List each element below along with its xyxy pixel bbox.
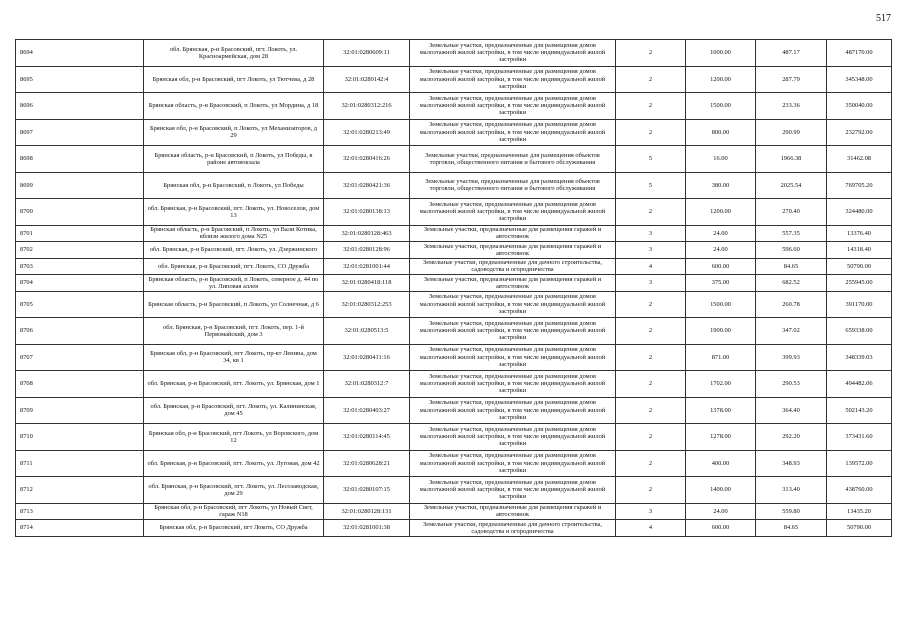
row-address: Брянская обл, р-н Брасовский, п Локоть, ул Механизаторов, д 29 xyxy=(144,119,324,146)
row-area: 24.00 xyxy=(686,225,756,242)
row-cadastral-value: 50790.00 xyxy=(827,520,892,537)
table-row xyxy=(16,344,892,371)
row-address: Брянская область, р-н Брасовский, п Локоть, ул Солнечная, д 6 xyxy=(144,291,324,318)
row-area: 600.00 xyxy=(686,520,756,537)
row-area: 1378.00 xyxy=(686,397,756,424)
table-row xyxy=(16,397,892,424)
row-land-use: Земельные участки, предназначенные для размещения домов малоэтажной жилой застройки, в том числе индивидуальной жилой застройки xyxy=(410,199,616,226)
row-land-use: Земельные участки, предназначенные для размещения домов малоэтажной жилой застройки, в том числе индивидуальной жилой застройки xyxy=(410,93,616,120)
row-group: 2 xyxy=(616,66,686,93)
row-address: Брянская обл, р-н Брасовский, пгт Локоть, СО Дружба xyxy=(144,520,324,537)
row-specific-value: 487.17 xyxy=(756,40,827,67)
table-row xyxy=(16,450,892,477)
row-specific-value: 348.93 xyxy=(756,450,827,477)
row-cadastral-value: 348339.03 xyxy=(827,344,892,371)
row-area: 871.00 xyxy=(686,344,756,371)
row-area: 600.00 xyxy=(686,258,756,275)
row-number: 8700 xyxy=(16,199,144,226)
row-land-use: Земельные участки, предназначенные для размещения домов малоэтажной жилой застройки, в том числе индивидуальной жилой застройки xyxy=(410,424,616,451)
row-land-use: Земельные участки, предназначенные для размещения домов малоэтажной жилой застройки, в том числе индивидуальной жилой застройки xyxy=(410,477,616,504)
row-cadastral-number: 32:01:0280418:118 xyxy=(324,275,410,292)
row-address: обл. Брянская, р-н Брасовский, пгт. Локоть, ул. Лесозаводская, дом 29 xyxy=(144,477,324,504)
row-cadastral-value: 373431.60 xyxy=(827,424,892,451)
row-cadastral-number: 32:01:0280312:253 xyxy=(324,291,410,318)
row-area: 1702.00 xyxy=(686,371,756,398)
row-land-use: Земельные участки, предназначенные для размещения объектов торговли, общественного питания и бытового обслуживания xyxy=(410,172,616,199)
row-area: 380.00 xyxy=(686,172,756,199)
row-area: 16.00 xyxy=(686,146,756,173)
row-area: 400.00 xyxy=(686,450,756,477)
row-address: обл. Брянская, р-н Брасовский, пгт. Локоть, пер. 1-й Первомайский, дом 3 xyxy=(144,318,324,345)
row-number: 8698 xyxy=(16,146,144,173)
row-address: обл. Брянская, р-н Брасовский, пгт. Локоть, ул. Калининская, дом 45 xyxy=(144,397,324,424)
table-row xyxy=(16,275,892,292)
row-specific-value: 290.53 xyxy=(756,371,827,398)
row-cadastral-number: 32:01:0280128:96 xyxy=(324,242,410,259)
row-address: Брянская область, р-н Брасовский, п Локоть, ул Победы, в районе автовокзала xyxy=(144,146,324,173)
row-specific-value: 290.99 xyxy=(756,119,827,146)
table-row xyxy=(16,318,892,345)
row-address: обл. Брянская, р-н Брасовский, пгт. Локоть, ул. Новоселов, дом 13 xyxy=(144,199,324,226)
row-group: 2 xyxy=(616,371,686,398)
row-cadastral-number: 32:01:0280138:13 xyxy=(324,199,410,226)
row-group: 3 xyxy=(616,503,686,520)
row-cadastral-number: 32:01:0280114:45 xyxy=(324,424,410,451)
row-group: 4 xyxy=(616,520,686,537)
row-cadastral-number: 32:01:0280312:216 xyxy=(324,93,410,120)
row-area: 1900.00 xyxy=(686,318,756,345)
row-group: 3 xyxy=(616,275,686,292)
row-cadastral-value: 350040.00 xyxy=(827,93,892,120)
row-cadastral-number: 32:01:0280142:4 xyxy=(324,66,410,93)
table-row xyxy=(16,520,892,537)
row-cadastral-value: 345348.00 xyxy=(827,66,892,93)
row-address: обл. Брянская, р-н Брасовский, пгт. Локоть, ул. Красноармейская, дом 28 xyxy=(144,40,324,67)
row-area: 1278.00 xyxy=(686,424,756,451)
row-specific-value: 399.93 xyxy=(756,344,827,371)
row-cadastral-number: 32:01:0280411:16 xyxy=(324,344,410,371)
row-cadastral-value: 324480.00 xyxy=(827,199,892,226)
table-row xyxy=(16,172,892,199)
row-cadastral-value: 438760.00 xyxy=(827,477,892,504)
row-cadastral-value: 14318.40 xyxy=(827,242,892,259)
row-address: обл. Брянская, р-н Брасовский, пгт. Локоть, ул. Брянская, дом 1 xyxy=(144,371,324,398)
row-cadastral-value: 769705.20 xyxy=(827,172,892,199)
row-group: 2 xyxy=(616,424,686,451)
row-specific-value: 260.78 xyxy=(756,291,827,318)
table-row xyxy=(16,477,892,504)
row-cadastral-value: 50790.00 xyxy=(827,258,892,275)
row-number: 8708 xyxy=(16,371,144,398)
row-land-use: Земельные участки, предназначенные для размещения домов малоэтажной жилой застройки, в том числе индивидуальной жилой застройки xyxy=(410,450,616,477)
row-cadastral-value: 232792.00 xyxy=(827,119,892,146)
table-row xyxy=(16,66,892,93)
row-number: 8714 xyxy=(16,520,144,537)
row-specific-value: 313.40 xyxy=(756,477,827,504)
row-cadastral-value: 139572.00 xyxy=(827,450,892,477)
row-area: 1500.00 xyxy=(686,93,756,120)
row-land-use: Земельные участки, предназначенные для дачного строительства, садоводства и огородничества xyxy=(410,520,616,537)
row-group: 3 xyxy=(616,225,686,242)
row-specific-value: 559.80 xyxy=(756,503,827,520)
row-group: 2 xyxy=(616,119,686,146)
row-specific-value: 84.65 xyxy=(756,258,827,275)
row-group: 2 xyxy=(616,40,686,67)
row-cadastral-number: 32:01:0280403:27 xyxy=(324,397,410,424)
row-group: 2 xyxy=(616,318,686,345)
row-specific-value: 557.35 xyxy=(756,225,827,242)
row-cadastral-value: 391170.00 xyxy=(827,291,892,318)
row-number: 8699 xyxy=(16,172,144,199)
row-cadastral-number: 32:01:0280416:26 xyxy=(324,146,410,173)
row-cadastral-value: 13435.20 xyxy=(827,503,892,520)
row-cadastral-number: 32:01:0280128:131 xyxy=(324,503,410,520)
row-group: 2 xyxy=(616,450,686,477)
row-group: 5 xyxy=(616,172,686,199)
row-number: 8694 xyxy=(16,40,144,67)
row-group: 2 xyxy=(616,93,686,120)
row-address: Брянская обл, р-н Брасовский, пгт Локоть, ул Тютчева, д 28 xyxy=(144,66,324,93)
row-address: Брянская обл, р-н Брасовский, п Локоть, ул Победы xyxy=(144,172,324,199)
row-specific-value: 1966.38 xyxy=(756,146,827,173)
row-land-use: Земельные участки, предназначенные для размещения домов малоэтажной жилой застройки, в том числе индивидуальной жилой застройки xyxy=(410,344,616,371)
row-cadastral-number: 32:01:0280312:7 xyxy=(324,371,410,398)
row-group: 4 xyxy=(616,258,686,275)
row-cadastral-value: 494482.06 xyxy=(827,371,892,398)
row-cadastral-number: 32:01:0280213:49 xyxy=(324,119,410,146)
row-address: Брянская область, р-н Брасовский, п Локоть, ул Мордина, д 18 xyxy=(144,93,324,120)
row-specific-value: 2025.54 xyxy=(756,172,827,199)
row-number: 8695 xyxy=(16,66,144,93)
row-land-use: Земельные участки, предназначенные для размещения гаражей и автостоянок xyxy=(410,503,616,520)
row-specific-value: 292.20 xyxy=(756,424,827,451)
row-address: Брянская обл, р-н Брасовский, пгт Локоть, пр-кт Ленина, дом 34, кв 1 xyxy=(144,344,324,371)
row-specific-value: 270.40 xyxy=(756,199,827,226)
table-row xyxy=(16,40,892,67)
cadastral-value-table xyxy=(15,39,892,537)
row-address: Брянская обл, р-н Брасовский, пгт Локоть, ул Новый Свет, гараж N18 xyxy=(144,503,324,520)
row-group: 2 xyxy=(616,291,686,318)
row-group: 2 xyxy=(616,477,686,504)
row-number: 8710 xyxy=(16,424,144,451)
row-cadastral-value: 659338.00 xyxy=(827,318,892,345)
row-number: 8704 xyxy=(16,275,144,292)
row-number: 8705 xyxy=(16,291,144,318)
row-number: 8697 xyxy=(16,119,144,146)
row-specific-value: 84.65 xyxy=(756,520,827,537)
row-cadastral-number: 32:01:0280107:15 xyxy=(324,477,410,504)
row-cadastral-number: 32:01:0280628:21 xyxy=(324,450,410,477)
row-area: 375.00 xyxy=(686,275,756,292)
row-land-use: Земельные участки, предназначенные для размещения домов малоэтажной жилой застройки, в том числе индивидуальной жилой застройки xyxy=(410,318,616,345)
table-row xyxy=(16,503,892,520)
row-area: 1000.00 xyxy=(686,40,756,67)
row-group: 2 xyxy=(616,199,686,226)
row-cadastral-number: 32:01:0280513:5 xyxy=(324,318,410,345)
row-area: 1200.00 xyxy=(686,66,756,93)
row-specific-value: 364.40 xyxy=(756,397,827,424)
row-land-use: Земельные участки, предназначенные для размещения домов малоэтажной жилой застройки, в том числе индивидуальной жилой застройки xyxy=(410,66,616,93)
row-cadastral-number: 32:01:0280421:36 xyxy=(324,172,410,199)
table-row xyxy=(16,424,892,451)
row-specific-value: 233.36 xyxy=(756,93,827,120)
row-area: 24.00 xyxy=(686,242,756,259)
row-group: 3 xyxy=(616,242,686,259)
row-specific-value: 287.79 xyxy=(756,66,827,93)
row-address: Брянская область, р-н Брасовский, п Локоть, ул Вали Котика, вблизи жилого дома N25 xyxy=(144,225,324,242)
row-cadastral-number: 32:01:0281001:44 xyxy=(324,258,410,275)
row-land-use: Земельные участки, предназначенные для размещения домов малоэтажной жилой застройки, в том числе индивидуальной жилой застройки xyxy=(410,371,616,398)
row-area: 24.00 xyxy=(686,503,756,520)
row-specific-value: 682.52 xyxy=(756,275,827,292)
page-number: 517 xyxy=(876,13,891,24)
row-land-use: Земельные участки, предназначенные для размещения домов малоэтажной жилой застройки, в том числе индивидуальной жилой застройки xyxy=(410,397,616,424)
table-row xyxy=(16,199,892,226)
table-row xyxy=(16,225,892,242)
row-cadastral-value: 487170.00 xyxy=(827,40,892,67)
row-cadastral-number: 32:01:0280128:463 xyxy=(324,225,410,242)
row-land-use: Земельные участки, предназначенные для размещения объектов торговли, общественного питания и бытового обслуживания xyxy=(410,146,616,173)
row-address: обл. Брянская, р-н Брасовский, пгт. Локоть, ул. Дзержинского xyxy=(144,242,324,259)
row-land-use: Земельные участки, предназначенные для дачного строительства, садоводства и огородничества xyxy=(410,258,616,275)
table-row xyxy=(16,258,892,275)
row-number: 8709 xyxy=(16,397,144,424)
table-row xyxy=(16,291,892,318)
row-address: обл. Брянская, р-н Брасовский, пгт. Локоть, ул. Луговая, дом 42 xyxy=(144,450,324,477)
table-row xyxy=(16,371,892,398)
row-area: 1500.00 xyxy=(686,291,756,318)
row-land-use: Земельные участки, предназначенные для размещения гаражей и автостоянок xyxy=(410,225,616,242)
row-address: Брянская область, р-н Брасовский, п Локоть, северное д. 44 по ул. Липовая аллея xyxy=(144,275,324,292)
table-body xyxy=(16,40,892,537)
row-group: 2 xyxy=(616,344,686,371)
row-land-use: Земельные участки, предназначенные для размещения гаражей и автостоянок xyxy=(410,275,616,292)
row-address: Брянская обл, р-н Брасовский, пгт Локоть, ул Воровского, дом 12 xyxy=(144,424,324,451)
row-group: 2 xyxy=(616,397,686,424)
row-cadastral-value: 13376.40 xyxy=(827,225,892,242)
table-row xyxy=(16,146,892,173)
row-cadastral-value: 255945.00 xyxy=(827,275,892,292)
row-number: 8707 xyxy=(16,344,144,371)
row-number: 8712 xyxy=(16,477,144,504)
row-cadastral-number: 32:01:0280609:11 xyxy=(324,40,410,67)
row-number: 8713 xyxy=(16,503,144,520)
row-area: 1400.00 xyxy=(686,477,756,504)
table-row xyxy=(16,93,892,120)
row-number: 8702 xyxy=(16,242,144,259)
row-number: 8703 xyxy=(16,258,144,275)
row-address: обл. Брянская, р-н Брасовский, пгт. Локоть, СО Дружба xyxy=(144,258,324,275)
row-number: 8701 xyxy=(16,225,144,242)
row-land-use: Земельные участки, предназначенные для размещения гаражей и автостоянок xyxy=(410,242,616,259)
row-land-use: Земельные участки, предназначенные для размещения домов малоэтажной жилой застройки, в том числе индивидуальной жилой застройки xyxy=(410,119,616,146)
row-land-use: Земельные участки, предназначенные для размещения домов малоэтажной жилой застройки, в том числе индивидуальной жилой застройки xyxy=(410,291,616,318)
row-specific-value: 596.60 xyxy=(756,242,827,259)
row-area: 1200.00 xyxy=(686,199,756,226)
table-row xyxy=(16,242,892,259)
row-area: 800.00 xyxy=(686,119,756,146)
row-cadastral-value: 502143.20 xyxy=(827,397,892,424)
row-number: 8706 xyxy=(16,318,144,345)
row-group: 5 xyxy=(616,146,686,173)
row-number: 8711 xyxy=(16,450,144,477)
row-cadastral-number: 32:01:0281001:38 xyxy=(324,520,410,537)
row-land-use: Земельные участки, предназначенные для размещения домов малоэтажной жилой застройки, в том числе индивидуальной жилой застройки xyxy=(410,40,616,67)
row-number: 8696 xyxy=(16,93,144,120)
table-row xyxy=(16,119,892,146)
row-cadastral-value: 31462.08 xyxy=(827,146,892,173)
row-specific-value: 347.02 xyxy=(756,318,827,345)
